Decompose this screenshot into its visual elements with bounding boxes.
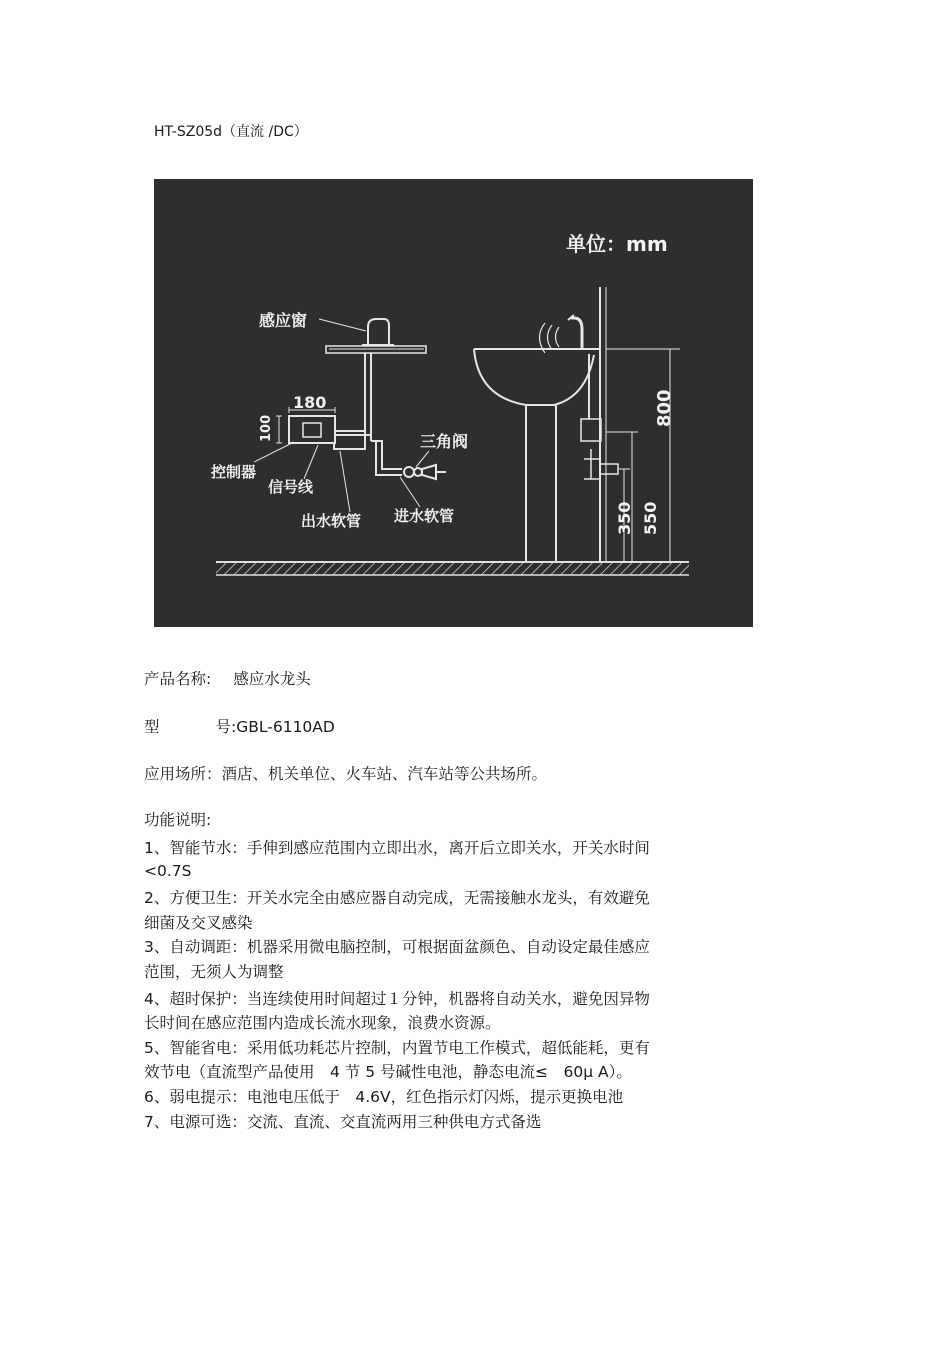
feature-line: 6、弱电提示：电池电压低于 4.6V，红色指示灯闪烁，提示更换电池 — [144, 1088, 624, 1106]
outlet-hose-label: 出水软管 — [301, 512, 362, 530]
model-value: GBL-6110AD — [236, 718, 335, 736]
controller-box — [276, 407, 335, 443]
document-header: HT-SZ05d（直流 /DC） — [154, 124, 308, 140]
feature-line: 2、方便卫生：开关水完全由感应器自动完成，无需接触水龙头，有效避免 — [144, 889, 650, 907]
floor — [216, 562, 689, 575]
controller-width-dim: 180 — [293, 393, 327, 412]
pedestal-basin — [474, 287, 618, 562]
installation-diagram-svg — [154, 179, 753, 627]
product-name-value: 感应水龙头 — [233, 670, 311, 688]
controller-label: 控制器 — [211, 463, 257, 481]
signal-wire-label: 信号线 — [268, 478, 314, 496]
product-name-row — [144, 667, 311, 689]
model-label-a: 型 — [144, 718, 160, 736]
feature-line: 长时间在感应范围内造成长流水现象，浪费水资源。 — [144, 1014, 501, 1032]
feature-line: 效节电（直流型产品使用 4 节 5 号碱性电池，静态电流≤ 60μ A）。 — [144, 1063, 632, 1081]
dim-550: 550 — [641, 501, 660, 535]
installation-diagram — [154, 179, 753, 627]
model-label-b: 号: — [215, 718, 237, 736]
dim-800: 800 — [654, 389, 675, 427]
feature-line: 1、智能节水：手伸到感应范围内立即出水，离开后立即关水，开关水时间 — [144, 839, 650, 857]
angle-valve-leader — [416, 451, 429, 467]
feature-line: 范围，无须人为调整 — [144, 963, 284, 981]
dim-350: 350 — [615, 501, 634, 535]
sensor-window-leader — [319, 319, 366, 331]
feature-line: 细菌及交叉感染 — [144, 914, 253, 932]
venue-row: 应用场所：酒店、机关单位、火车站、汽车站等公共场所。 — [144, 765, 548, 783]
features-title: 功能说明: — [144, 811, 212, 829]
controller-height-dim: 100 — [259, 414, 274, 442]
angle-valve-label: 三角阀 — [420, 432, 469, 451]
feature-line: 3、自动调距：机器采用微电脑控制，可根据面盆颜色、自动设定最佳感应 — [144, 938, 650, 956]
sensor-window-label: 感应窗 — [259, 311, 308, 330]
feature-line: 7、电源可选：交流、直流、交直流两用三种供电方式备选 — [144, 1113, 542, 1131]
feature-line: 5、智能省电：采用低功耗芯片控制，内置节电工作模式，超低能耗，更有 — [144, 1039, 650, 1057]
product-name-label: 产品名称: — [144, 670, 212, 688]
counter-section — [326, 319, 426, 441]
feature-line: 4、超时保护：当连续使用时间超过１分钟，机器将自动关水，避免因异物 — [144, 990, 650, 1008]
unit-label: 单位：mm — [566, 232, 668, 256]
model-row — [144, 715, 335, 737]
label-leaders — [254, 442, 420, 512]
inlet-hose-label: 进水软管 — [394, 507, 455, 525]
feature-line: <0.7S — [144, 862, 192, 880]
